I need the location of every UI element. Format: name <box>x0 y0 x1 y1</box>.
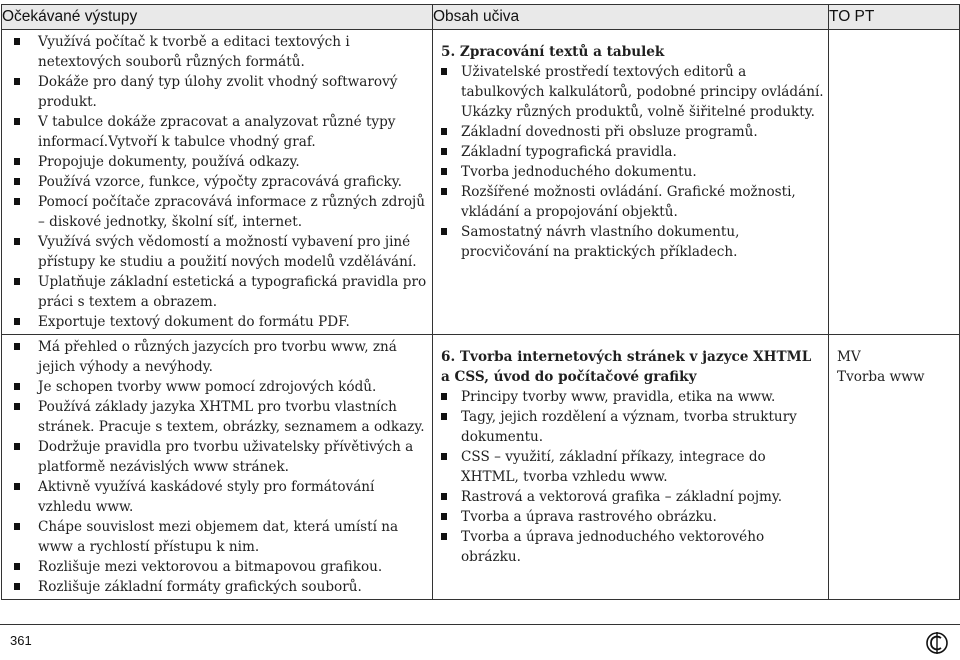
table-row <box>2 335 960 600</box>
outcomes-list <box>2 30 432 334</box>
content-cell <box>433 30 829 335</box>
list-item: Využívá svých vědomostí a možností vybavení pro jiné přístupy ke studiu a použití nových modelů vzdělávání. <box>2 232 432 272</box>
list-item: Pomocí počítače zpracovává informace z různých zdrojů – diskové jednotky, školní síť, internet. <box>2 192 432 232</box>
topics-cell <box>829 30 960 335</box>
outcomes-cell <box>2 335 433 600</box>
list-item: Používá vzorce, funkce, výpočty zpracovává graficky. <box>2 172 432 192</box>
content-cell <box>433 335 829 600</box>
list-item: Uplatňuje základní estetická a typografická pravidla pro práci s textem a obrazem. <box>2 272 432 312</box>
page-number: 361 <box>10 633 32 648</box>
list-item: Tvorba a úprava jednoduchého vektorového obrázku. <box>433 527 828 567</box>
topic-code: MV <box>837 349 861 365</box>
list-item: Propojuje dokumenty, používá odkazy. <box>2 152 432 172</box>
list-item: Základní typografická pravidla. <box>433 142 828 162</box>
list-item: V tabulce dokáže zpracovat a analyzovat různé typy informací.Vytvoří k tabulce vhodný graf. <box>2 112 432 152</box>
list-item: Dokáže pro daný typ úlohy zvolit vhodný softwarový produkt. <box>2 72 432 112</box>
list-item: Využívá počítač k tvorbě a editaci textových i netextových souborů různých formátů. <box>2 32 432 72</box>
topic-label: Tvorba www <box>837 369 925 385</box>
list-item: Aktivně využívá kaskádové styly pro formátování vzhledu www. <box>2 477 432 517</box>
content-list <box>433 62 828 264</box>
list-item: Exportuje textový dokument do formátu PDF. <box>2 312 432 332</box>
list-item: Tagy, jejich rozdělení a význam, tvorba struktury dokumentu. <box>433 407 828 447</box>
header-outcomes: Očekávané výstupy <box>2 5 433 30</box>
list-item: Rozlišuje základní formáty grafických souborů. <box>2 577 432 597</box>
list-item: Samostatný návrh vlastního dokumentu, procvičování na praktických příkladech. <box>433 222 828 262</box>
list-item: Dodržuje pravidla pro tvorbu uživatelsky přívětivých a platformě nezávislých www stránek. <box>2 437 432 477</box>
list-item: Základní dovednosti při obsluze programů. <box>433 122 828 142</box>
list-item: CSS – využití, základní příkazy, integrace do XHTML, tvorba vzhledu www. <box>433 447 828 487</box>
list-item: Principy tvorby www, pravidla, etika na www. <box>433 387 828 407</box>
section-title: 6. Tvorba internetových stránek v jazyce XHTML a CSS, úvod do počítačové grafiky <box>441 349 812 385</box>
list-item: Používá základy jazyka XHTML pro tvorbu vlastních stránek. Pracuje s textem, obrázky, seznamem a odkazy. <box>2 397 432 437</box>
table-row <box>2 30 960 335</box>
header-topics: TO PT <box>829 5 960 30</box>
curriculum-table <box>1 4 960 600</box>
list-item: Tvorba a úprava rastrového obrázku. <box>433 507 828 527</box>
list-item: Tvorba jednoduchého dokumentu. <box>433 162 828 182</box>
list-item: Rastrová a vektorová grafika – základní pojmy. <box>433 487 828 507</box>
list-item: Rozšířené možnosti ovládání. Grafické možnosti, vkládání a propojování objektů. <box>433 182 828 222</box>
topics-cell <box>829 335 960 600</box>
list-item: Uživatelské prostředí textových editorů a tabulkových kalkulátorů, podobné principy ovládání. Ukázky různých produktů, volně šiřitelné produkty. <box>433 62 828 122</box>
footer-divider <box>0 624 960 625</box>
content-list <box>433 387 828 569</box>
list-item: Má přehled o různých jazycích pro tvorbu www, zná jejich výhody a nevýhody. <box>2 337 432 377</box>
list-item: Chápe souvislost mezi objemem dat, která umístí na www a rychlostí přístupu k nim. <box>2 517 432 557</box>
table-header-row <box>2 5 960 30</box>
list-item: Je schopen tvorby www pomocí zdrojových kódů. <box>2 377 432 397</box>
header-content: Obsah učiva <box>433 5 829 30</box>
outcomes-cell <box>2 30 433 335</box>
section-title: 5. Zpracování textů a tabulek <box>441 44 665 60</box>
list-item: Rozlišuje mezi vektorovou a bitmapovou grafikou. <box>2 557 432 577</box>
outcomes-list <box>2 335 432 599</box>
school-logo-icon <box>925 630 949 656</box>
